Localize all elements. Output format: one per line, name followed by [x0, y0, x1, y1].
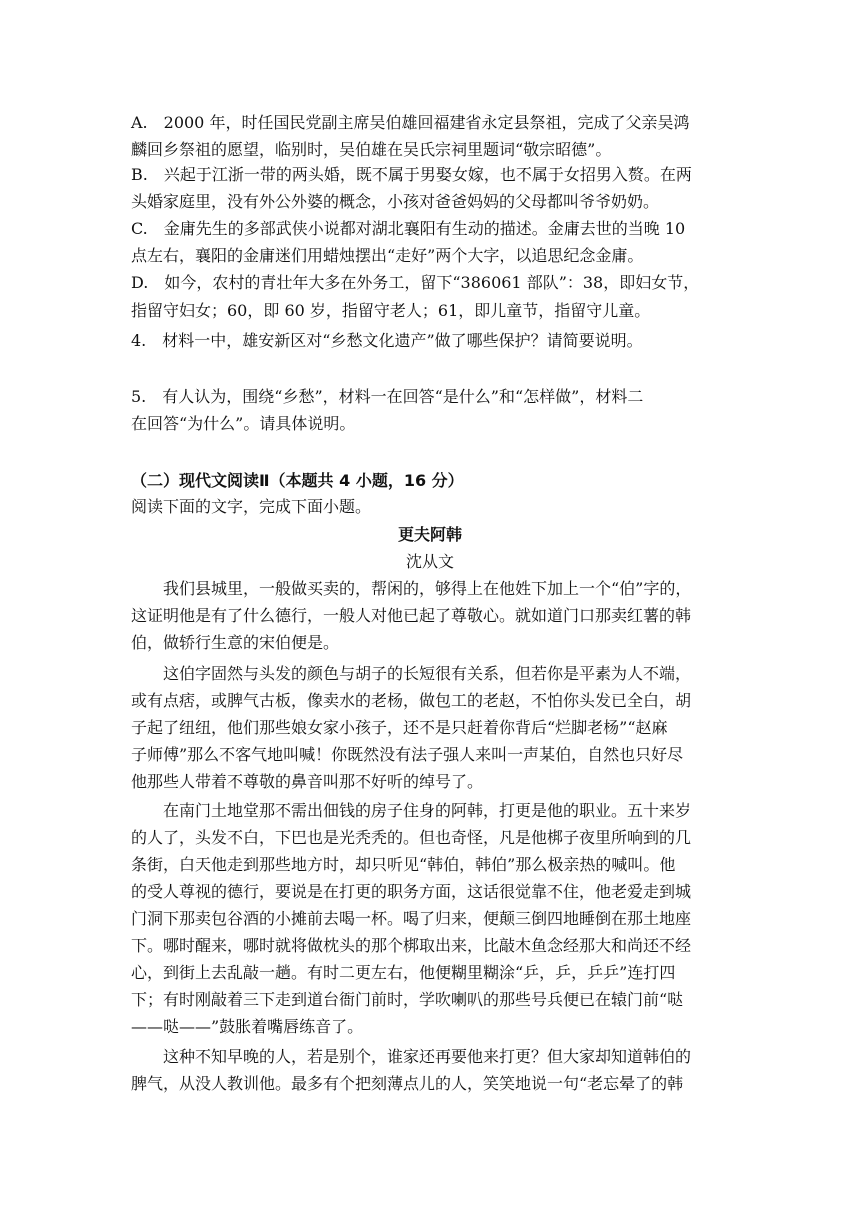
section-title: （二）现代文阅读Ⅱ（本题共 4 小题，16 分） — [131, 471, 464, 490]
author: 沈从文 — [405, 552, 454, 571]
paragraph-4-line-2: 脾气，从没人教训他。最多有个把刻薄点儿的人，笑笑地说一句“老忘晕了的韩 — [131, 1074, 684, 1093]
instruction: 阅读下面的文字，完成下面小题。 — [131, 497, 372, 516]
option-a-line-1: A. 2000 年，时任国民党副主席吴伯雄回福建省永定县祭祖，完成了父亲吴鸿 — [131, 113, 690, 132]
paragraph-3-line-1: 在南门土地堂那不需出佃钱的房子住身的阿韩，打更是他的职业。五十来岁 — [131, 801, 692, 820]
option-b-line-1: B. 兴起于江浙一带的两头婚，既不属于男娶女嫁，也不属于女招男入赘。在两 — [131, 165, 692, 184]
paragraph-3-line-6: 下。哪时醒来，哪时就将做枕头的那个梆取出来，比敲木鱼念经那大和尚还不经 — [131, 936, 692, 955]
paragraph-3-line-3: 条街，白天他走到那些地方时，却只听见“韩伯，韩伯”那么极亲热的喊叫。他 — [131, 855, 676, 874]
option-c-line-1: C. 金庸先生的多部武侠小说都对湖北襄阳有生动的描述。金庸去世的当晚 10 — [131, 219, 686, 238]
paragraph-1-line-2: 这证明他是有了什么德行，一般人对他已起了尊敬心。就如道门口那卖红薯的韩 — [131, 606, 692, 625]
paragraph-3-line-2: 的人了，头发不白，下巴也是光秃秃的。但也奇怪，凡是他梆子夜里所响到的几 — [131, 828, 692, 847]
option-c-line-2: 点左右，襄阳的金庸迷们用蜡烛摆出“走好”两个大字，以追思纪念金庸。 — [131, 246, 644, 265]
paragraph-2-line-1: 这伯字固然与头发的颜色与胡子的长短很有关系，但若你是平素为人不端， — [131, 664, 692, 683]
paragraph-1-line-3: 伯，做轿行生意的宋伯便是。 — [131, 633, 340, 652]
paragraph-2-line-5: 他那些人带着不尊敬的鼻音叫那不好听的绰号了。 — [131, 772, 484, 791]
article-title: 更夫阿韩 — [397, 525, 462, 544]
option-a-line-2: 麟回乡祭祖的愿望，临别时，吴伯雄在吴氏宗祠里题词“敬宗昭德”。 — [131, 140, 612, 159]
paragraph-3-line-7: 心，到街上去乱敲一趟。有时二更左右，他便糊里糊涂“乒，乒，乒乒”连打四 — [131, 963, 676, 982]
paragraph-3-line-8: 下；有时刚敲着三下走到道台衙门前时，学吹喇叭的那些号兵便已在辕门前“哒 — [131, 990, 684, 1009]
paragraph-3-line-9: ——哒——”鼓胀着嘴唇练音了。 — [131, 1017, 364, 1036]
paragraph-2-line-4: 子师傅”那么不客气地叫喊！你既然没有法子强人来叫一声某伯，自然也只好尽 — [131, 745, 684, 764]
question-5-line-1: 5. 有人认为，围绕“乡愁”，材料一在回答“是什么”和“怎样做”，材料二 — [131, 387, 644, 406]
paragraph-2-line-3: 子起了纽纽，他们那些娘女家小孩子，还不是只赶着你背后“烂脚老杨”“赵麻 — [131, 718, 668, 737]
paragraph-3-line-4: 的受人尊视的德行，要说是在打更的职务方面，这话很觉靠不住，他老爱走到城 — [131, 882, 692, 901]
option-d-line-2: 指留守妇女；60，即 60 岁，指留守老人；61，即儿童节，指留守儿童。 — [131, 301, 651, 320]
question-4: 4. 材料一中，雄安新区对“乡愁文化遗产”做了哪些保护？请简要说明。 — [131, 331, 643, 350]
question-5-line-2: 在回答“为什么”。请具体说明。 — [131, 414, 356, 433]
paragraph-4-line-1: 这种不知早晚的人，若是别个，谁家还再要他来打更？但大家却知道韩伯的 — [131, 1047, 692, 1066]
option-d-line-1: D. 如今，农村的青壮年大多在外务工，留下“386061 部队”：38，即妇女节， — [131, 273, 700, 292]
paragraph-1-line-1: 我们县城里，一般做买卖的，帮闲的，够得上在他姓下加上一个“伯”字的， — [131, 579, 692, 598]
option-b-line-2: 头婚家庭里，没有外公外婆的概念，小孩对爸爸妈妈的父母都叫爷爷奶奶。 — [131, 192, 660, 211]
paragraph-2-line-2: 或有点痞，或脾气古板，像卖水的老杨，做包工的老赵，不怕你头发已全白，胡 — [131, 691, 692, 710]
paragraph-3-line-5: 门洞下那卖包谷酒的小摊前去喝一杯。喝了归来，便颠三倒四地睡倒在那土地座 — [131, 909, 692, 928]
